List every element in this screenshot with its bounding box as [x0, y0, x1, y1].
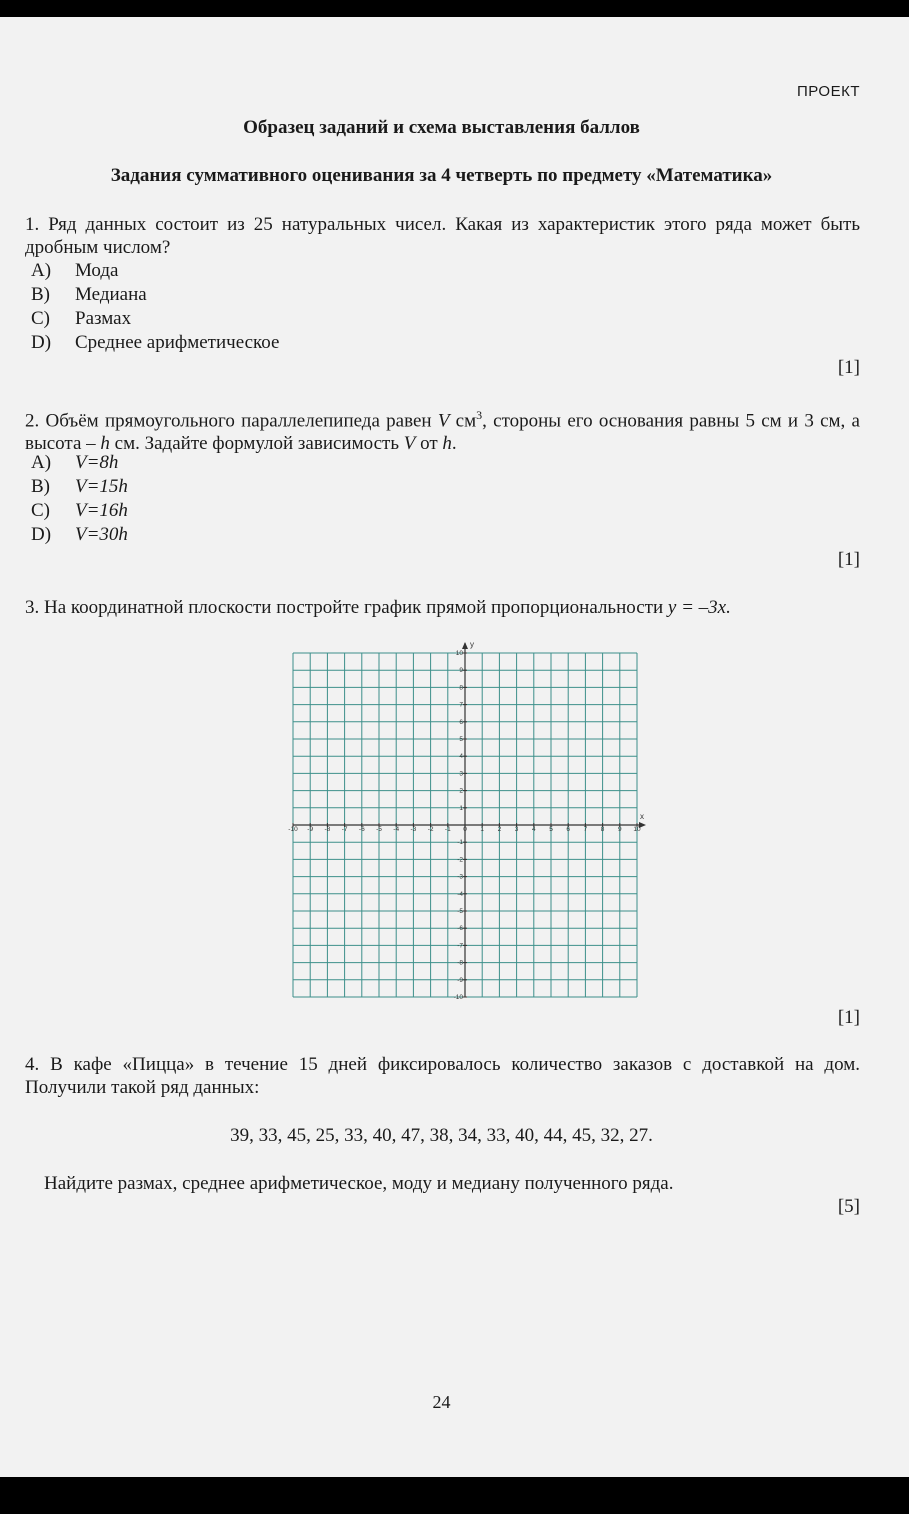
x-tick-label: -8	[324, 826, 331, 833]
x-tick-label: 10	[633, 826, 641, 833]
q3-part: 3. На координатной плоскости постройте график прямой пропорциональности	[25, 597, 668, 618]
variable-h: h	[442, 433, 452, 455]
option-text: V=30h	[75, 524, 128, 545]
page-number: 24	[432, 1392, 451, 1412]
draft-stamp: ПРОЕКТ	[796, 83, 860, 100]
question-1-text: 1. Ряд данных состоит из 25 натуральных чисел. Какая из характеристик этого ряда может быть дробным числом?	[25, 214, 860, 258]
option-text: Мода	[75, 260, 119, 281]
x-tick-label: 5	[549, 826, 553, 833]
variable-h: h	[100, 433, 110, 455]
option-text: Размах	[75, 308, 132, 329]
x-tick-label: 9	[617, 826, 622, 833]
y-tick-label: 4	[459, 753, 463, 761]
q2-part: 2. Объём прямоугольного параллелепипеда равен	[25, 410, 438, 432]
x-tick-label: 1	[480, 826, 485, 833]
q2-unit: см	[449, 410, 477, 432]
y-tick-label: 9	[459, 667, 463, 675]
x-tick-label: 4	[531, 826, 536, 833]
question-3-text	[25, 596, 860, 619]
x-tick-label: -7	[341, 826, 348, 833]
y-tick-label: 3	[459, 770, 463, 778]
option-text: V=8h	[75, 452, 119, 473]
x-tick-label: -3	[410, 826, 417, 833]
option-text: Среднее арифметическое	[75, 332, 280, 353]
document-title: Образец заданий и схема выставления баллов	[243, 117, 640, 138]
q2-part: см. Задайте формулой зависимость	[109, 433, 404, 455]
y-tick-label: 10	[455, 650, 463, 657]
y-tick-label: -2	[457, 856, 463, 864]
question-4-text: 4. В кафе «Пицца» в течение 15 дней фиксировалось количество заказов с доставкой на дом. Получили такой ряд данных:	[25, 1054, 860, 1098]
q3-formula: y = –3x.	[667, 597, 731, 618]
y-tick-label: 1	[459, 804, 463, 812]
document-subtitle: Задания суммативного оценивания за 4 четверть по предмету «Математика»	[110, 165, 773, 186]
y-tick-label: 8	[459, 684, 463, 692]
x-tick-label: -6	[358, 826, 365, 833]
question-4-task: Найдите размах, среднее арифметическое, моду и медиану полученного ряда.	[44, 1173, 674, 1194]
option-letter: B)	[31, 284, 50, 305]
document-page	[0, 17, 909, 1477]
x-tick-label: -1	[444, 826, 451, 833]
question-2-option	[31, 451, 118, 475]
y-tick-label: -10	[453, 994, 463, 1001]
y-axis-label: y	[470, 642, 474, 649]
option-letter: A)	[31, 260, 52, 281]
option-text: V=15h	[75, 476, 128, 497]
x-tick-label: -10	[288, 826, 298, 833]
q2-exponent: 3	[476, 408, 483, 422]
y-tick-label: 5	[459, 736, 463, 743]
y-axis-arrow	[462, 642, 468, 649]
variable-v: V	[437, 410, 450, 432]
y-tick-label: 7	[459, 701, 463, 709]
option-letter: D)	[31, 332, 52, 353]
y-tick-label: -9	[457, 976, 463, 984]
y-tick-label: 2	[459, 787, 463, 795]
y-tick-label: -6	[457, 925, 463, 933]
variable-v: V	[403, 433, 416, 455]
x-tick-label: 6	[566, 826, 571, 833]
option-letter: B)	[31, 476, 50, 497]
option-letter: C)	[31, 308, 50, 329]
x-tick-label: 2	[497, 826, 502, 833]
q2-part: от	[415, 433, 443, 455]
x-tick-label: -5	[376, 826, 382, 833]
x-tick-label: 8	[600, 826, 605, 833]
y-tick-label: -5	[457, 908, 463, 915]
option-letter: C)	[31, 500, 50, 521]
y-tick-label: 6	[459, 718, 463, 726]
question-2-option	[31, 523, 128, 547]
x-tick-label: 3	[514, 826, 519, 833]
question-2-option	[31, 499, 128, 523]
question-1-option	[31, 331, 279, 355]
question-1-option	[31, 307, 131, 331]
x-axis-label: x	[640, 812, 644, 821]
question-3-score: [1]	[837, 1007, 860, 1028]
q2-part: .	[451, 433, 457, 455]
x-tick-label: 7	[583, 826, 588, 833]
x-tick-label: -4	[393, 826, 400, 833]
question-2-text	[25, 404, 860, 455]
option-letter: A)	[31, 452, 52, 473]
question-4-data-series: 39, 33, 45, 25, 33, 40, 47, 38, 34, 33, 40, 44, 45, 32, 27.	[230, 1125, 653, 1146]
question-2-option	[31, 475, 128, 499]
x-tick-label: -9	[307, 826, 314, 833]
question-1-option	[31, 259, 118, 283]
y-tick-label: -1	[457, 839, 463, 847]
x-tick-label: -2	[427, 826, 434, 833]
y-tick-label: -3	[457, 873, 463, 881]
x-tick-label: 0	[463, 826, 467, 833]
option-text: Медиана	[75, 284, 147, 305]
question-4-score: [5]	[837, 1196, 860, 1217]
option-text: V=16h	[75, 500, 128, 521]
option-letter: D)	[31, 524, 52, 545]
y-tick-label: -4	[457, 890, 463, 898]
coordinate-grid	[280, 642, 660, 1002]
question-1-option	[31, 283, 147, 307]
y-tick-label: -8	[457, 959, 463, 967]
question-2-score: [1]	[837, 549, 860, 570]
question-1-score: [1]	[837, 357, 860, 378]
q2-part: , стороны его основания равны 5 см и 3 см, а высота –	[25, 410, 860, 455]
y-tick-label: -7	[457, 942, 463, 950]
